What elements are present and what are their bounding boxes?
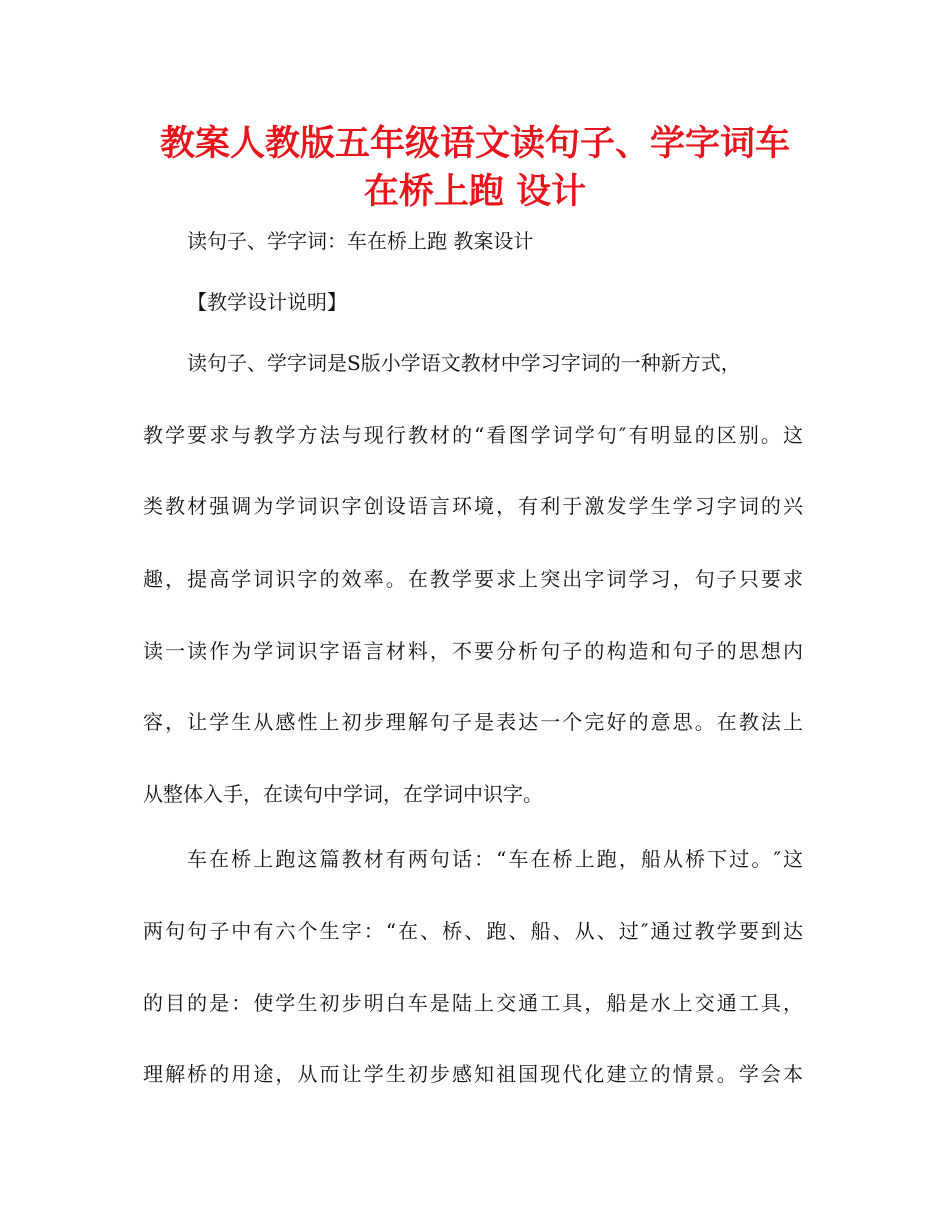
document-title-line-2: 在桥上跑 设计 (363, 172, 587, 212)
paragraph-1-line-7: 从整体入手，在读句中学词，在学词中识字。 (143, 782, 543, 806)
paragraph-1-line-1: 读句子、学字词是S版小学语文教材中学习字词的一种新方式， (187, 351, 741, 375)
document-title-line-1: 教案人教版五年级语文读句子、学字词车 (159, 124, 790, 164)
paragraph-2-line-3: 的目的是：使学生初步明白车是陆上交通工具，船是水上交通工具， (143, 991, 803, 1015)
paragraph-1-line-6: 容，让学生从感性上初步理解句子是表达一个完好的意思。在教法上 (143, 710, 803, 734)
paragraph-1-line-2: 教学要求与教学方法与现行教材的“看图学词学句″有明显的区别。这 (143, 423, 803, 447)
paragraph-1-line-3: 类教材强调为学词识字创设语言环境，有利于激发学生学习字词的兴 (143, 494, 803, 518)
paragraph-2-line-1: 车在桥上跑这篇教材有两句话：“车在桥上跑，船从桥下过。″这 (187, 847, 803, 871)
paragraph-2-line-4: 理解桥的用途，从而让学生初步感知祖国现代化建立的情景。学会本 (143, 1062, 803, 1086)
paragraph-2-line-2: 两句句子中有六个生字：“在、桥、跑、船、从、过″通过教学要到达 (143, 919, 803, 943)
section-heading: 【教学设计说明】 (187, 290, 347, 314)
paragraph-1-line-4: 趣，提高学词识字的效率。在教学要求上突出字词学习，句子只要求 (143, 567, 803, 591)
paragraph-1-line-5: 读一读作为学词识字语言材料，不要分析句子的构造和句子的思想内 (143, 639, 803, 663)
document-subtitle: 读句子、学字词：车在桥上跑 教案设计 (187, 229, 534, 253)
